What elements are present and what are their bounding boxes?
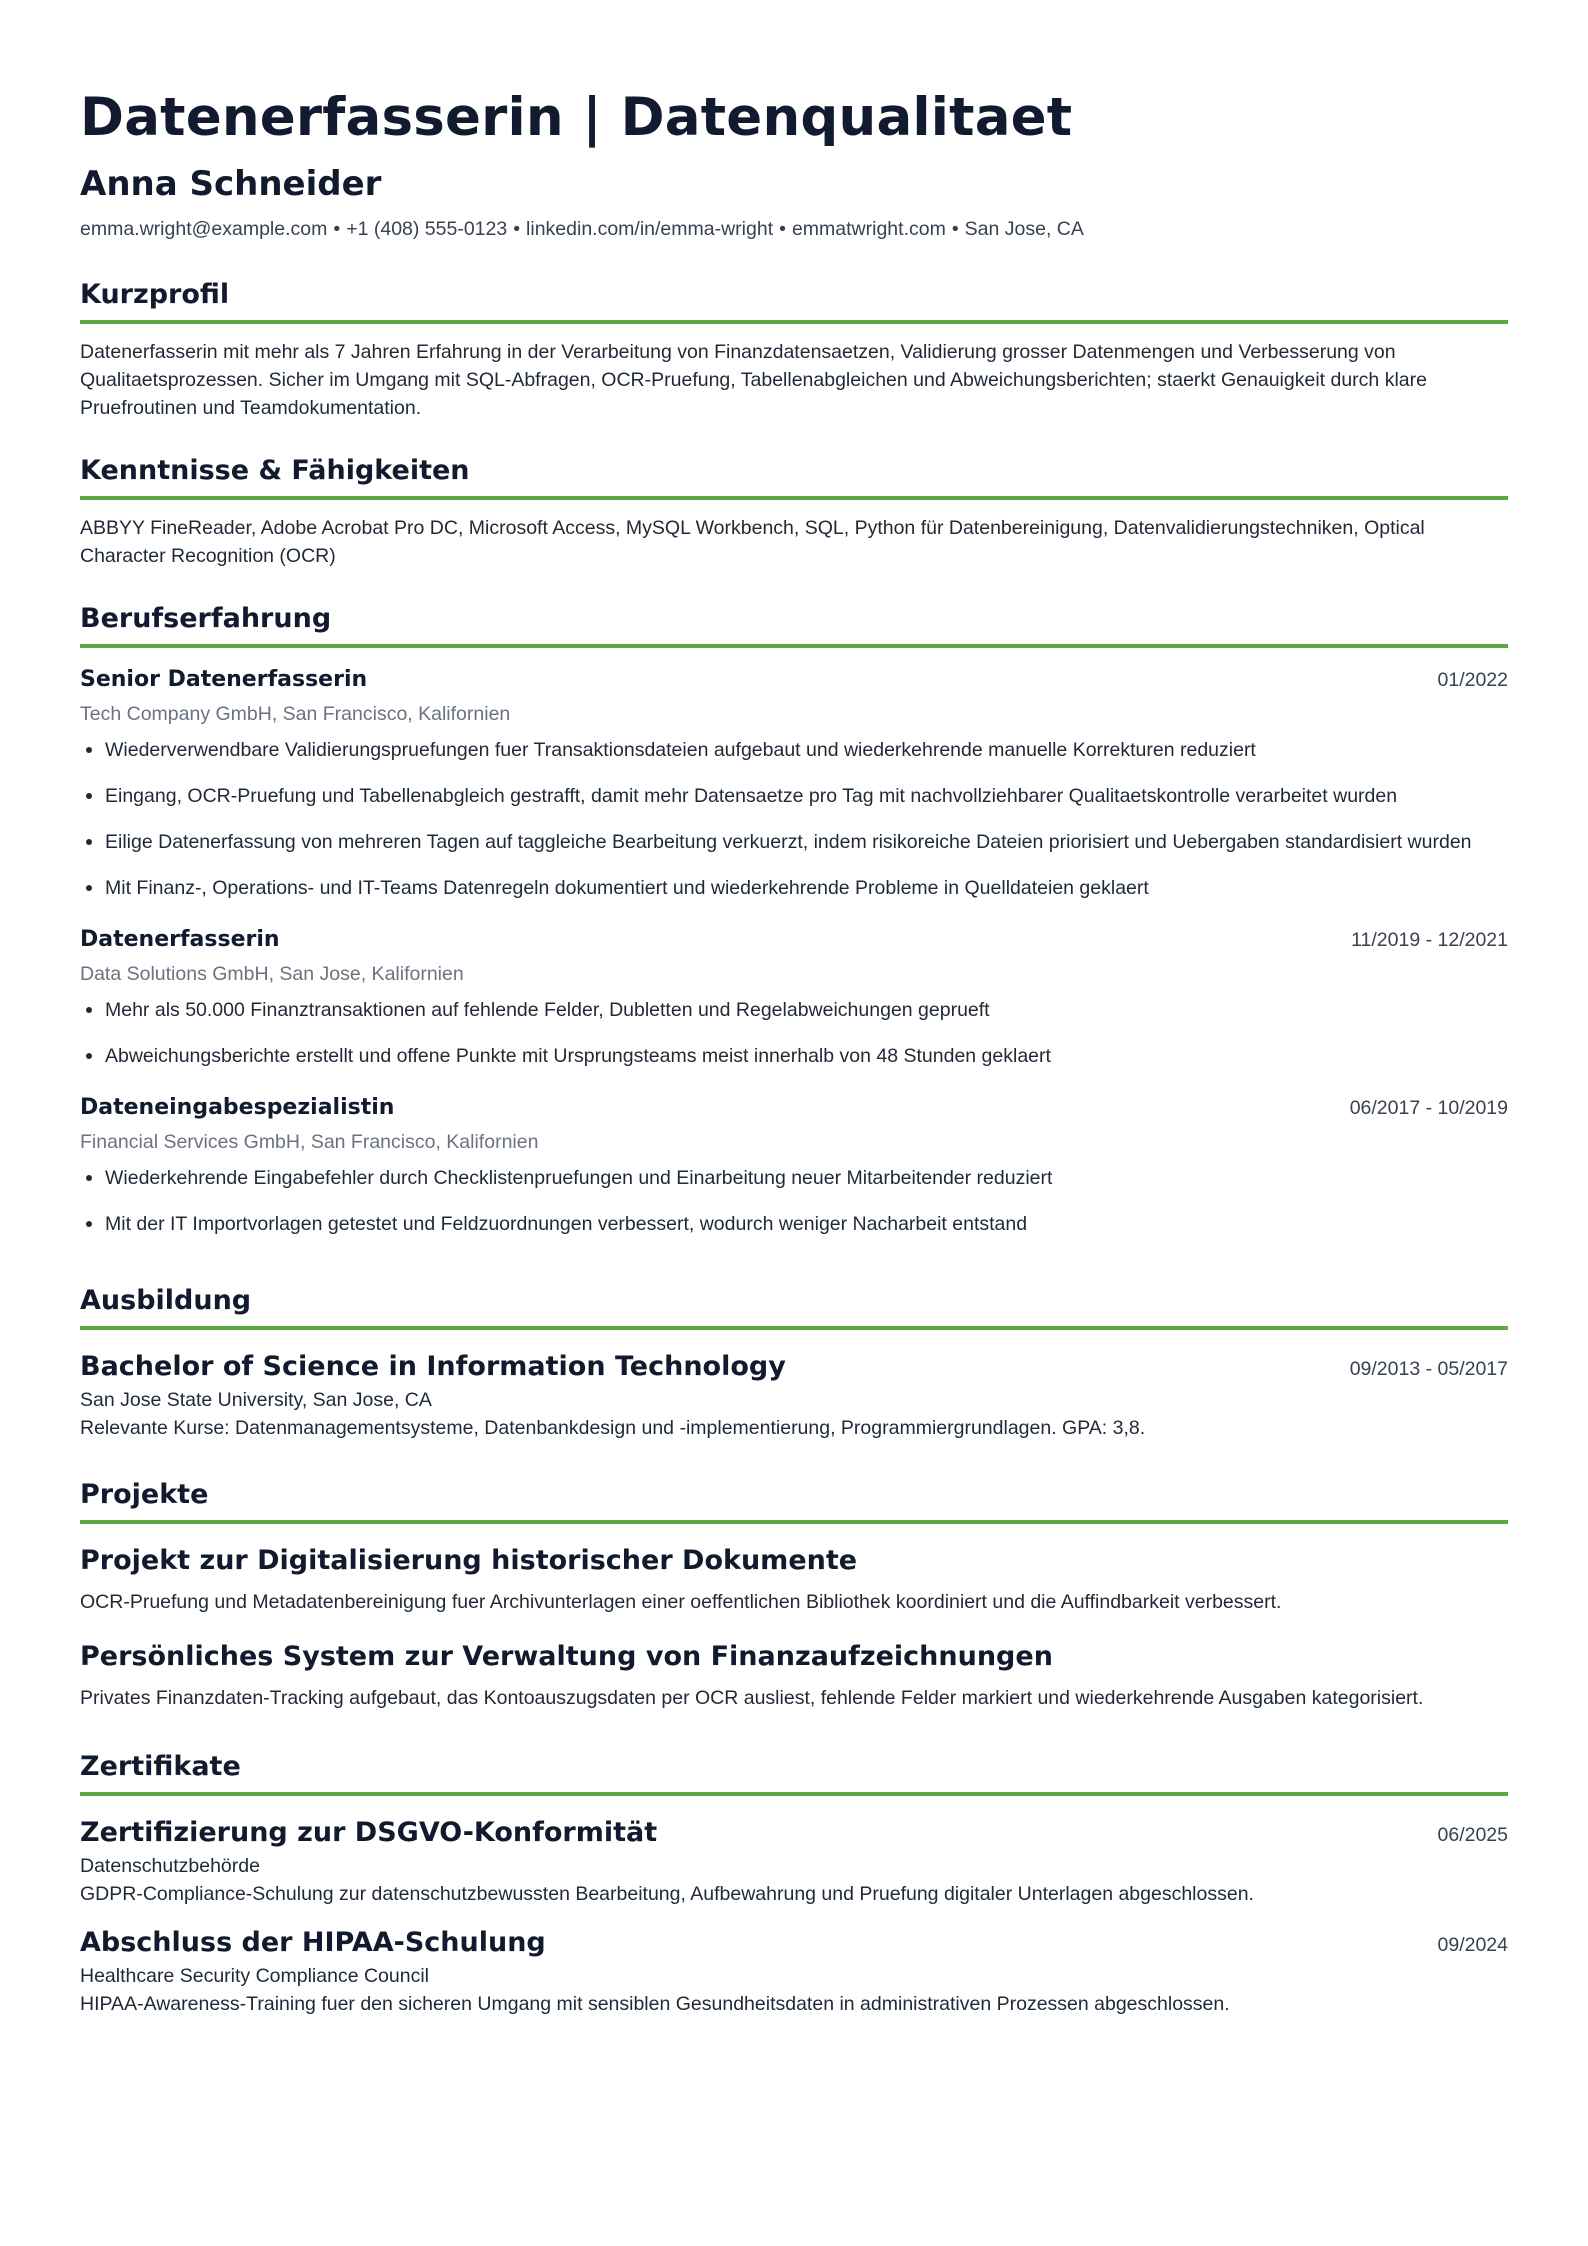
- job-entry: [80, 924, 1508, 1070]
- certificate-date: 09/2024: [1437, 1934, 1508, 1956]
- bullet-dot-icon: [86, 839, 92, 845]
- section-heading-projects: Projekte: [80, 1476, 1508, 1524]
- certificate-title: Abschluss der HIPAA-Schulung: [80, 1927, 546, 1958]
- projects-section: [80, 1476, 1508, 1712]
- section-heading-summary: Kurzprofil: [80, 276, 1508, 324]
- certificate-issuer: Datenschutzbehörde: [80, 1855, 260, 1877]
- section-heading-skills: Kenntnisse & Fähigkeiten: [80, 452, 1508, 500]
- contact-website[interactable]: emmatwright.com: [791, 218, 946, 240]
- bullet-dot-icon: [86, 885, 92, 891]
- job-bullets: [80, 736, 1508, 902]
- list-item: Mit Finanz-, Operations- und IT-Teams Datenregeln dokumentiert und wiederkehrende Probleme in Quelldateien geklaert: [80, 874, 1508, 902]
- list-item: Mit der IT Importvorlagen getestet und Feldzuordnungen verbessert, wodurch weniger Nacharbeit entstand: [80, 1210, 1508, 1238]
- section-heading-experience: Berufserfahrung: [80, 600, 1508, 648]
- contact-separator: •: [951, 218, 959, 240]
- job-company: Financial Services GmbH, San Francisco, Kalifornien: [80, 1131, 539, 1153]
- list-item: Mehr als 50.000 Finanztransaktionen auf fehlende Felder, Dubletten und Regelabweichungen geprueft: [80, 996, 1508, 1024]
- list-item: Eingang, OCR-Pruefung und Tabellenabgleich gestrafft, damit mehr Datensaetze pro Tag mit nachvollziehbarer Qualitaetskontrolle verarbeitet wurden: [80, 782, 1508, 810]
- project-title: Projekt zur Digitalisierung historischer Dokumente: [80, 1545, 858, 1576]
- list-item: Eilige Datenerfassung von mehreren Tagen auf taggleiche Bearbeitung verkuerzt, indem risikoreiche Dateien priorisiert und Uebergaben standardisiert wurden: [80, 828, 1508, 856]
- job-bullets: [80, 996, 1508, 1070]
- job-date: 06/2017 - 10/2019: [1349, 1097, 1508, 1119]
- bullet-dot-icon: [86, 747, 92, 753]
- contact-location: San Jose, CA: [964, 218, 1084, 240]
- project-title: Persönliches System zur Verwaltung von Finanzaufzeichnungen: [80, 1641, 1053, 1672]
- contact-email[interactable]: emma.wright@example.com: [80, 218, 328, 240]
- bullet-dot-icon: [86, 1053, 92, 1059]
- job-date: 11/2019 - 12/2021: [1351, 929, 1508, 951]
- job-title: Senior Datenerfasserin: [80, 667, 368, 692]
- summary-text: Datenerfasserin mit mehr als 7 Jahren Erfahrung in der Verarbeitung von Finanzdatensaetzen, Validierung grosser Datenmengen und Verbesserung von Qualitaetsprozessen. Sicher im Umgang mit SQL-Abfragen, OCR-Pruefung, Tabellenabgleichen und Abweichungsberichten; staerkt Genauigkeit durch klare Pruefroutinen und Teamdokumentation.: [80, 341, 1427, 419]
- education-date: 09/2013 - 05/2017: [1349, 1358, 1508, 1380]
- contact-separator: •: [333, 218, 341, 240]
- certificate-entry: [80, 1814, 1508, 1908]
- contact-separator: •: [513, 218, 521, 240]
- job-company: Data Solutions GmbH, San Jose, Kalifornien: [80, 963, 464, 985]
- certificate-description: HIPAA-Awareness-Training fuer den sicheren Umgang mit sensiblen Gesundheitsdaten in administrativen Prozessen abgeschlossen.: [80, 1993, 1230, 2015]
- list-item: Wiederkehrende Eingabefehler durch Checklistenpruefungen und Einarbeitung neuer Mitarbeitender reduziert: [80, 1164, 1508, 1192]
- certificate-title: Zertifizierung zur DSGVO-Konformität: [80, 1817, 658, 1848]
- job-company: Tech Company GmbH, San Francisco, Kalifornien: [80, 703, 511, 725]
- bullet-dot-icon: [86, 1007, 92, 1013]
- bullet-dot-icon: [86, 1221, 92, 1227]
- certificate-entry: [80, 1924, 1508, 2018]
- list-item: Wiederverwendbare Validierungspruefungen fuer Transaktionsdateien aufgebaut und wiederkehrende manuelle Korrekturen reduziert: [80, 736, 1508, 764]
- summary-section: [80, 276, 1508, 422]
- bullet-dot-icon: [86, 1175, 92, 1181]
- certificate-date: 06/2025: [1437, 1824, 1508, 1846]
- bullet-dot-icon: [86, 793, 92, 799]
- contact-phone[interactable]: +1 (408) 555-0123: [346, 218, 508, 240]
- project-description: Privates Finanzdaten-Tracking aufgebaut, das Kontoauszugsdaten per OCR ausliest, fehlende Felder markiert und wiederkehrende Ausgaben kategorisiert.: [80, 1687, 1424, 1709]
- job-title: Dateneingabespezialistin: [80, 1095, 395, 1120]
- section-heading-certificates: Zertifikate: [80, 1748, 1508, 1796]
- contact-line: [80, 216, 1508, 242]
- certificate-description: GDPR-Compliance-Schulung zur datenschutzbewussten Bearbeitung, Aufbewahrung und Pruefung digitaler Unterlagen abgeschlossen.: [80, 1883, 1254, 1905]
- school-name: San Jose State University, San Jose, CA: [80, 1389, 432, 1411]
- education-section: [80, 1282, 1508, 1442]
- project-entry: [80, 1638, 1508, 1712]
- certificates-section: [80, 1748, 1508, 2018]
- contact-separator: •: [779, 218, 786, 240]
- project-entry: [80, 1542, 1508, 1616]
- skills-section: [80, 452, 1508, 570]
- job-date: 01/2022: [1437, 669, 1508, 691]
- job-entry: [80, 1092, 1508, 1238]
- degree-title: Bachelor of Science in Information Technology: [80, 1351, 786, 1382]
- section-heading-education: Ausbildung: [80, 1282, 1508, 1330]
- relevant-courses: Relevante Kurse: Datenmanagementsysteme, Datenbankdesign und -implementierung, Programmiergrundlagen. GPA: 3,8.: [80, 1417, 1146, 1439]
- skills-text: ABBYY FineReader, Adobe Acrobat Pro DC, Microsoft Access, MySQL Workbench, SQL, Python für Datenbereinigung, Datenvalidierungstechniken, Optical Character Recognition (OCR): [80, 517, 1425, 567]
- experience-section: [80, 600, 1508, 1238]
- resume-title: Datenerfasserin | Datenqualitaet: [80, 87, 1073, 148]
- job-entry: [80, 664, 1508, 902]
- job-bullets: [80, 1164, 1508, 1238]
- project-description: OCR-Pruefung und Metadatenbereinigung fuer Archivunterlagen einer oeffentlichen Bibliothek koordiniert und die Auffindbarkeit verbessert.: [80, 1591, 1282, 1613]
- job-title: Datenerfasserin: [80, 927, 280, 952]
- candidate-name: Anna Schneider: [80, 164, 382, 204]
- certificate-issuer: Healthcare Security Compliance Council: [80, 1965, 429, 1987]
- list-item: Abweichungsberichte erstellt und offene Punkte mit Ursprungsteams meist innerhalb von 48 Stunden geklaert: [80, 1042, 1508, 1070]
- contact-linkedin[interactable]: linkedin.com/in/emma-wright: [526, 218, 774, 240]
